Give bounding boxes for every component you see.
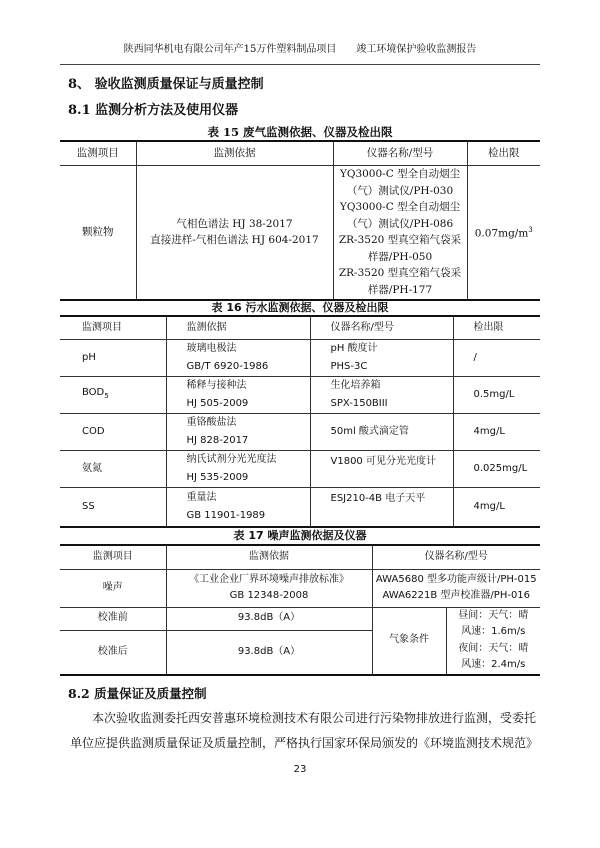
- table-row: [60, 607, 540, 630]
- basis-line: 重铬酸盐法: [186, 416, 237, 428]
- header-cell: 仪器名称/型号: [333, 141, 467, 165]
- header-report: 竣工环境保护验收监测报告: [356, 44, 477, 55]
- basis-line: HJ 828-2017: [186, 434, 249, 446]
- page-number: 23: [293, 763, 307, 775]
- instrument-line: 生化培养箱: [330, 379, 381, 391]
- header-cell: 监测项目: [60, 316, 166, 339]
- header-rule: [60, 64, 540, 65]
- basis-cell: [166, 487, 310, 527]
- item-name: pH: [82, 351, 96, 363]
- weather-cell: [446, 607, 540, 675]
- basis-line: 《工业企业厂界环境噪声排放标准》: [189, 573, 349, 585]
- section-heading-8-2: 8.2 质量保证及质量控制: [68, 685, 207, 701]
- instrument-line: 样器/PH-050: [367, 250, 433, 263]
- table15: [60, 140, 540, 301]
- item-cell: [60, 487, 166, 527]
- item-name: SS: [82, 500, 95, 512]
- basis-line: GB 11901-1989: [186, 509, 266, 521]
- basis-line: GB/T 6920-1986: [186, 360, 269, 372]
- table-row: [60, 413, 540, 450]
- basis-line: 稀释与接种法: [186, 379, 247, 391]
- basis-line: 玻璃电极法: [186, 342, 237, 354]
- item-name: COD: [82, 425, 105, 437]
- limit-superscript: 3: [528, 226, 533, 235]
- item-cell: [60, 450, 166, 487]
- limit-cell: 4mg/L: [453, 487, 540, 527]
- header-cell: 仪器名称/型号: [310, 316, 453, 339]
- instrument-line: YQ3000-C 型全自动烟尘: [339, 168, 461, 181]
- basis-line: 直接进样-气相色谱法 HJ 604-2017: [150, 234, 319, 247]
- header-cell: 检出限: [467, 141, 540, 165]
- instrument-line: pH 酸度计: [330, 342, 378, 354]
- instrument-cell: [310, 376, 453, 413]
- item-cell: 颗粒物: [60, 165, 136, 300]
- table16-caption: 表 16 污水监测依据、仪器及检出限: [211, 301, 389, 314]
- value-cell: 93.8dB（A）: [166, 607, 372, 630]
- basis-line: HJ 505-2009: [186, 397, 249, 409]
- header-cell: 仪器名称/型号: [372, 545, 540, 569]
- limit-cell: /: [453, 339, 540, 376]
- basis-line: GB 12348-2008: [229, 590, 309, 601]
- running-header: [60, 40, 540, 55]
- table-row: [60, 487, 540, 527]
- basis-line: 气相色谱法 HJ 38-2017: [176, 217, 293, 230]
- instrument-line: PHS-3C: [330, 360, 368, 372]
- item-subscript: 5: [104, 392, 109, 400]
- weather-label-cell: 气象条件: [372, 607, 446, 675]
- header-cell: 监测项目: [60, 141, 136, 165]
- limit-cell: [467, 165, 540, 300]
- table17: [60, 544, 540, 676]
- header-cell: 监测项目: [60, 545, 166, 569]
- instrument-line: SPX-150BIII: [330, 397, 388, 409]
- instrument-cell: [310, 487, 453, 527]
- basis-line: 重量法: [186, 491, 217, 503]
- instrument-line: AWA6221B 型声校准器/PH-016: [382, 590, 531, 601]
- table15-caption: 表 15 废气监测依据、仪器及检出限: [207, 125, 393, 139]
- instrument-line: ZR-3520 型真空箱气袋采: [338, 267, 462, 280]
- header-cell: 监测依据: [166, 545, 372, 569]
- basis-cell: [166, 376, 310, 413]
- header-cell: 监测依据: [136, 141, 333, 165]
- basis-line: HJ 535-2009: [186, 471, 249, 483]
- limit-cell: 0.5mg/L: [453, 376, 540, 413]
- instrument-cell: [310, 339, 453, 376]
- basis-line: 纳氏试剂分光光度法: [186, 453, 277, 465]
- instrument-line: YQ3000-C 型全自动烟尘: [339, 201, 461, 214]
- instrument-line: （气）测试仪/PH-086: [346, 217, 454, 230]
- weather-line: 昼间：天气：晴: [458, 609, 529, 621]
- basis-cell: [136, 165, 333, 300]
- basis-cell: [166, 450, 310, 487]
- section-heading-8: 8、 验收监测质量保证与质量控制: [68, 77, 264, 92]
- weather-line: 风速：1.6m/s: [461, 626, 526, 637]
- header-cell: 检出限: [453, 316, 540, 339]
- header-cell: 监测依据: [166, 316, 310, 339]
- basis-cell: [166, 569, 372, 607]
- body-paragraph-line: 本次验收监测委托西安普惠环境检测技术有限公司进行污染物排放进行监测，受委托: [92, 710, 537, 725]
- instrument-line: AWA5680 型多功能声级计/PH-015: [375, 573, 537, 585]
- basis-cell: [166, 339, 310, 376]
- instrument-cell: [372, 569, 540, 607]
- limit-cell: 0.025mg/L: [453, 450, 540, 487]
- item-cell: [60, 413, 166, 450]
- header-project: 陕西同华机电有限公司年产15万件塑料制品项目: [123, 44, 337, 55]
- item-name: 氨氮: [82, 462, 102, 474]
- item-cell: 校准后: [60, 630, 166, 674]
- table-row: [60, 376, 540, 413]
- instrument-line: ESJ210-4B 电子天平: [330, 492, 426, 504]
- page-body: [60, 72, 540, 775]
- item-cell: [60, 376, 166, 413]
- weather-line: 风速：2.4m/s: [461, 659, 526, 670]
- basis-cell: [166, 413, 310, 450]
- weather-line: 夜间：天气：晴: [458, 642, 529, 654]
- table-row: [60, 569, 540, 607]
- table17-caption: 表 17 噪声监测依据及仪器: [233, 529, 367, 542]
- table-row: [60, 165, 540, 300]
- table16: [60, 315, 540, 528]
- instrument-line: V1800 可见分光光度计: [330, 455, 436, 467]
- instrument-line: （气）测试仪/PH-030: [346, 184, 454, 197]
- instrument-line: 样器/PH-177: [367, 283, 433, 296]
- instrument-line: 50ml 酸式滴定管: [330, 425, 409, 437]
- item-name: BOD: [82, 387, 105, 398]
- instrument-cell: [333, 165, 467, 300]
- item-cell: 噪声: [60, 569, 166, 607]
- body-paragraph-line: 单位应提供监测质量保证及质量控制，严格执行国家环保局颁发的《环境监测技术规范》: [70, 735, 539, 750]
- table-row: [60, 339, 540, 376]
- instrument-cell: [310, 450, 453, 487]
- item-cell: [60, 339, 166, 376]
- limit-value: 0.07mg/m: [474, 227, 529, 240]
- instrument-line: ZR-3520 型真空箱气袋采: [338, 234, 462, 247]
- section-heading-8-1: 8.1 监测分析方法及使用仪器: [68, 103, 239, 118]
- limit-cell: 4mg/L: [453, 413, 540, 450]
- instrument-cell: [310, 413, 453, 450]
- table-row: [60, 450, 540, 487]
- item-cell: 校准前: [60, 607, 166, 630]
- value-cell: 93.8dB（A）: [166, 630, 372, 674]
